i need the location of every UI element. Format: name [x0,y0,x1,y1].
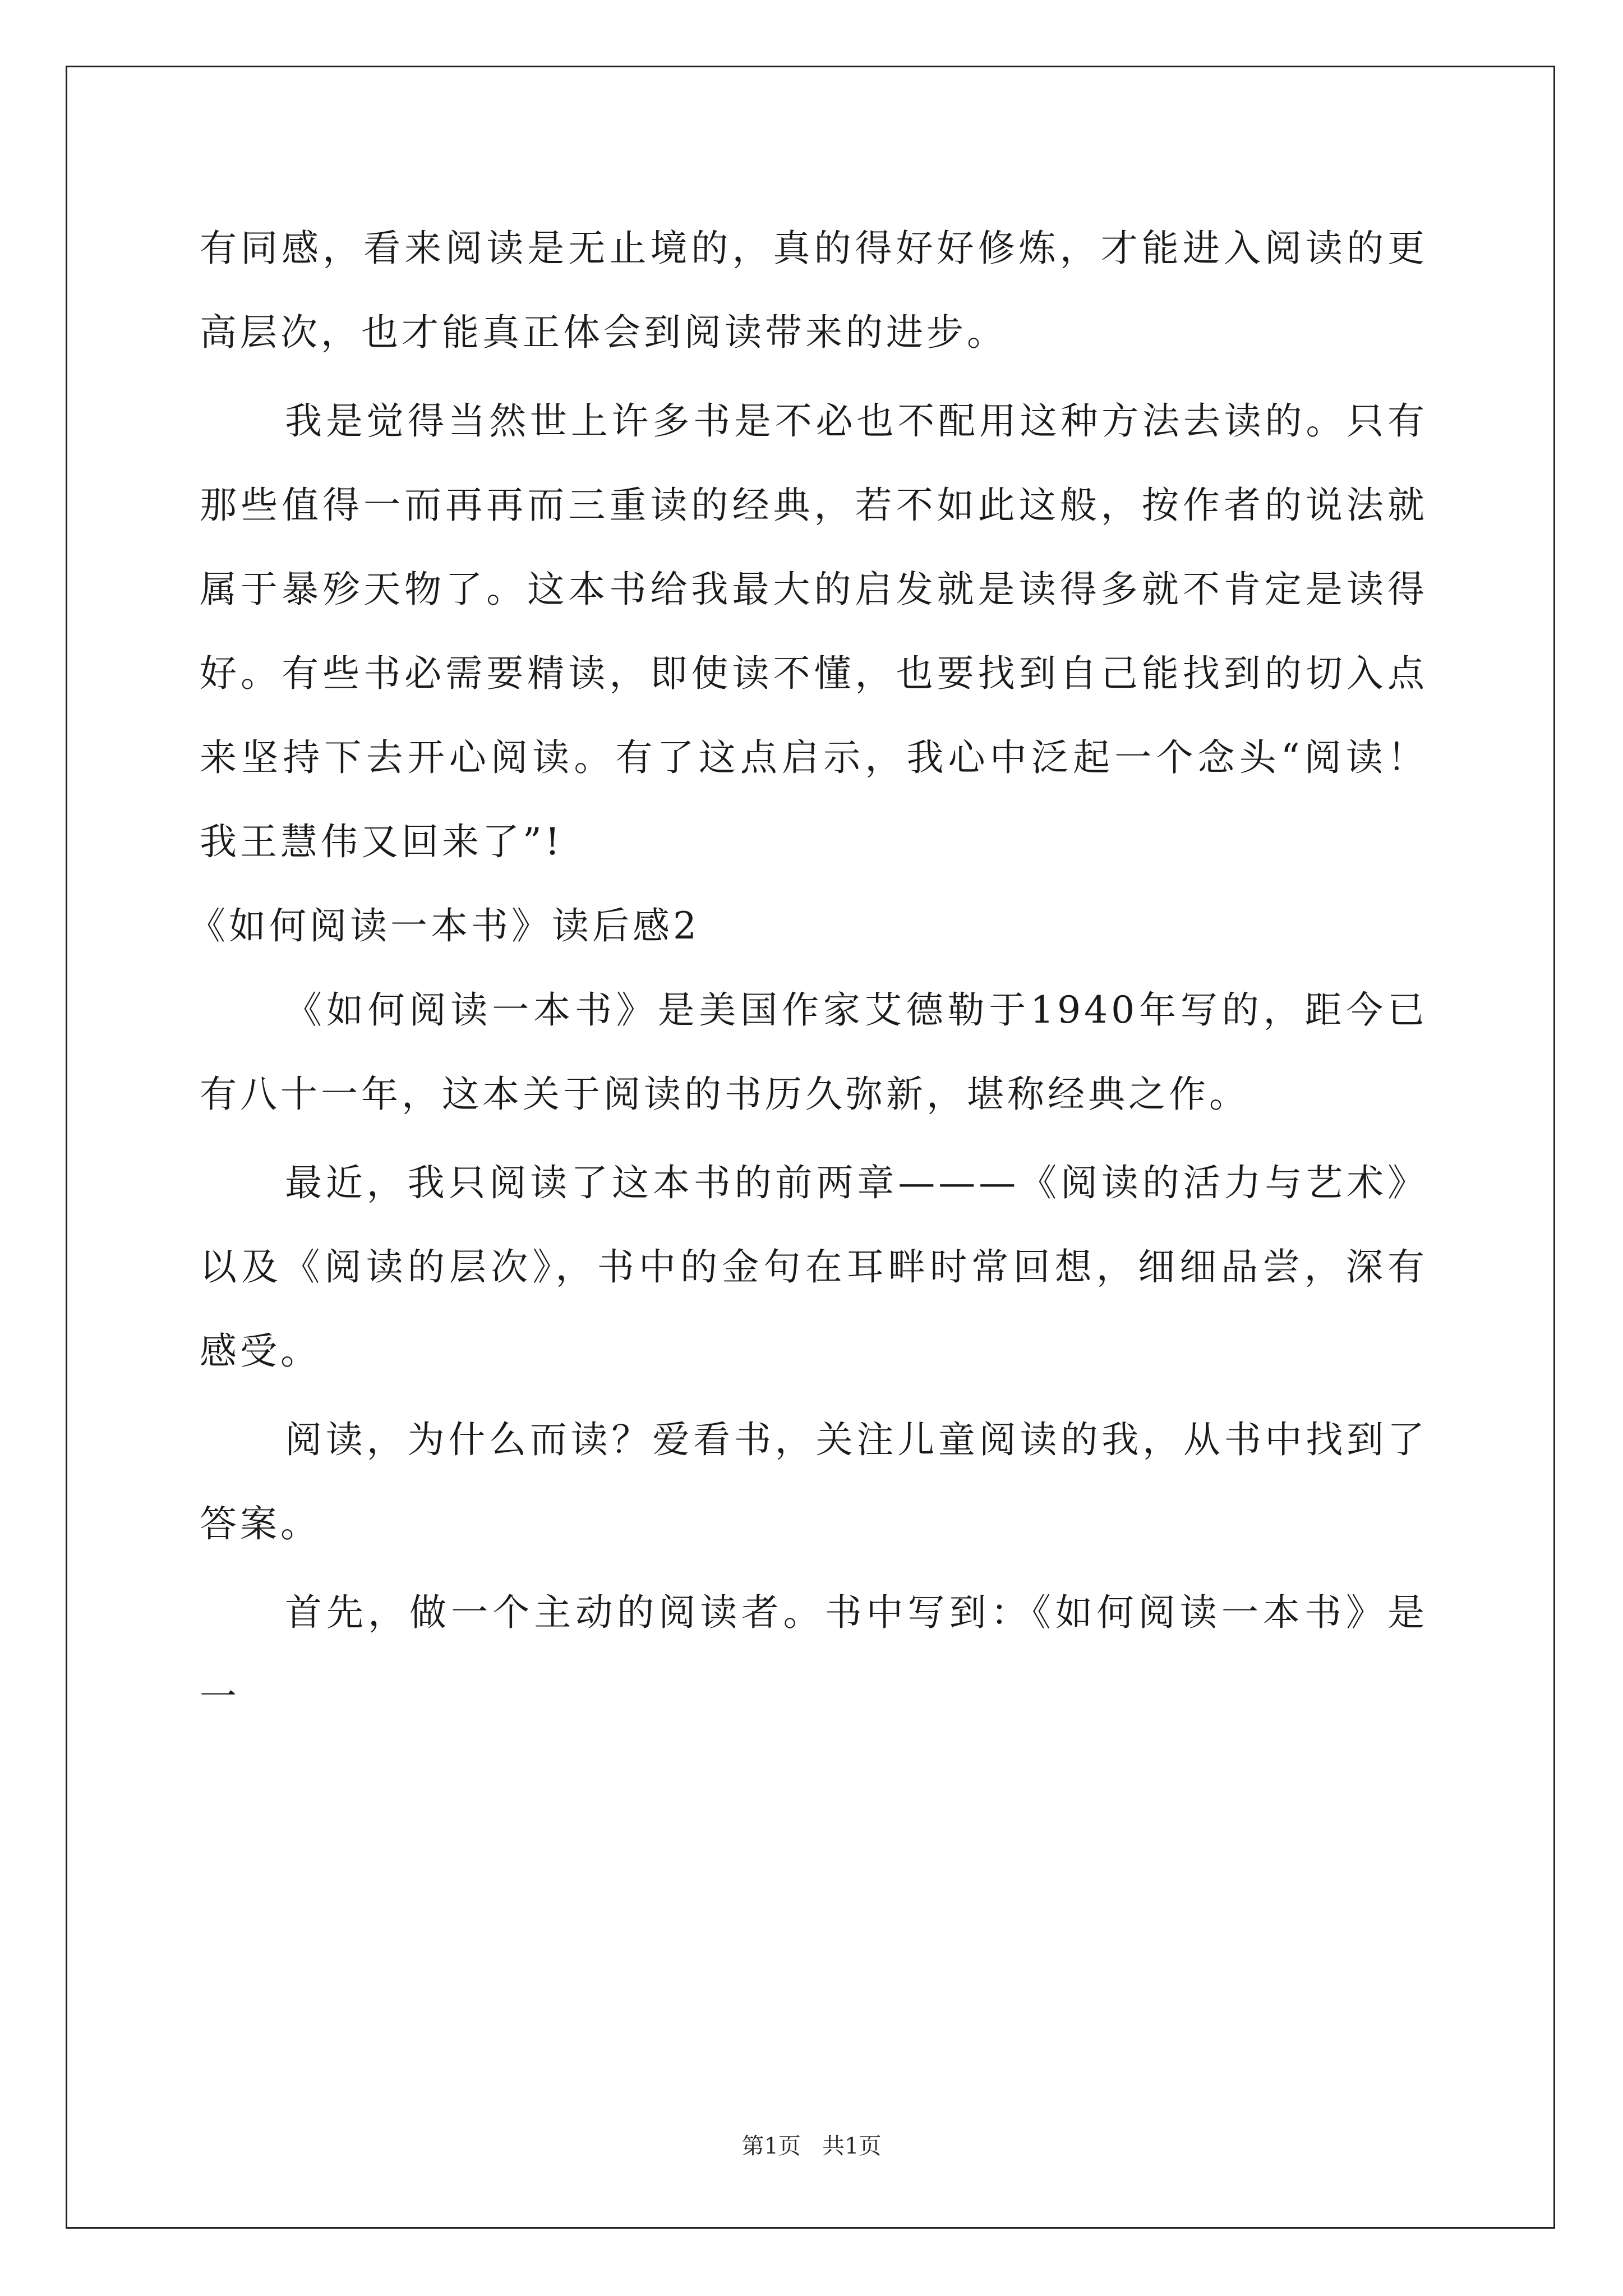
paragraph-1: 有同感，看来阅读是无止境的，真的得好好修炼，才能进入阅读的更高层次，也才能真正体会到阅读带来的进步。 [200,227,1428,354]
page-footer: 第1页 共1页 [741,2133,882,2159]
document-body [188,206,1428,1739]
paragraph-5: 阅读，为什么而读？爱看书，关注儿童阅读的我，从书中找到了答案。 [200,1418,1428,1545]
paragraph-6: 首先，做一个主动的阅读者。书中写到：《如何阅读一本书》是一 [200,1591,1428,1718]
paragraph-4: 最近，我只阅读了这本书的前两章———《阅读的活力与艺术》以及《阅读的层次》，书中的金句在耳畔时常回想，细细品尝，深有感受。 [200,1161,1428,1373]
paragraph-3: 《如何阅读一本书》是美国作家艾德勒于1940年写的，距今已有八十一年，这本关于阅读的书历久弥新，堪称经典之作。 [200,988,1428,1116]
paragraph-2: 我是觉得当然世上许多书是不必也不配用这种方法去读的。只有那些值得一而再再而三重读的经典，若不如此这般，按作者的说法就属于暴殄天物了。这本书给我最大的启发就是读得多就不肯定是读得好。有些书必需要精读，即使读不懂，也要找到自己能找到的切入点来坚持下去开心阅读。有了这点启示，我心中泛起一个念头“阅读！我王慧伟又回来了”! [200,399,1428,863]
section-heading: 《如何阅读一本书》读后感2 [188,904,700,947]
